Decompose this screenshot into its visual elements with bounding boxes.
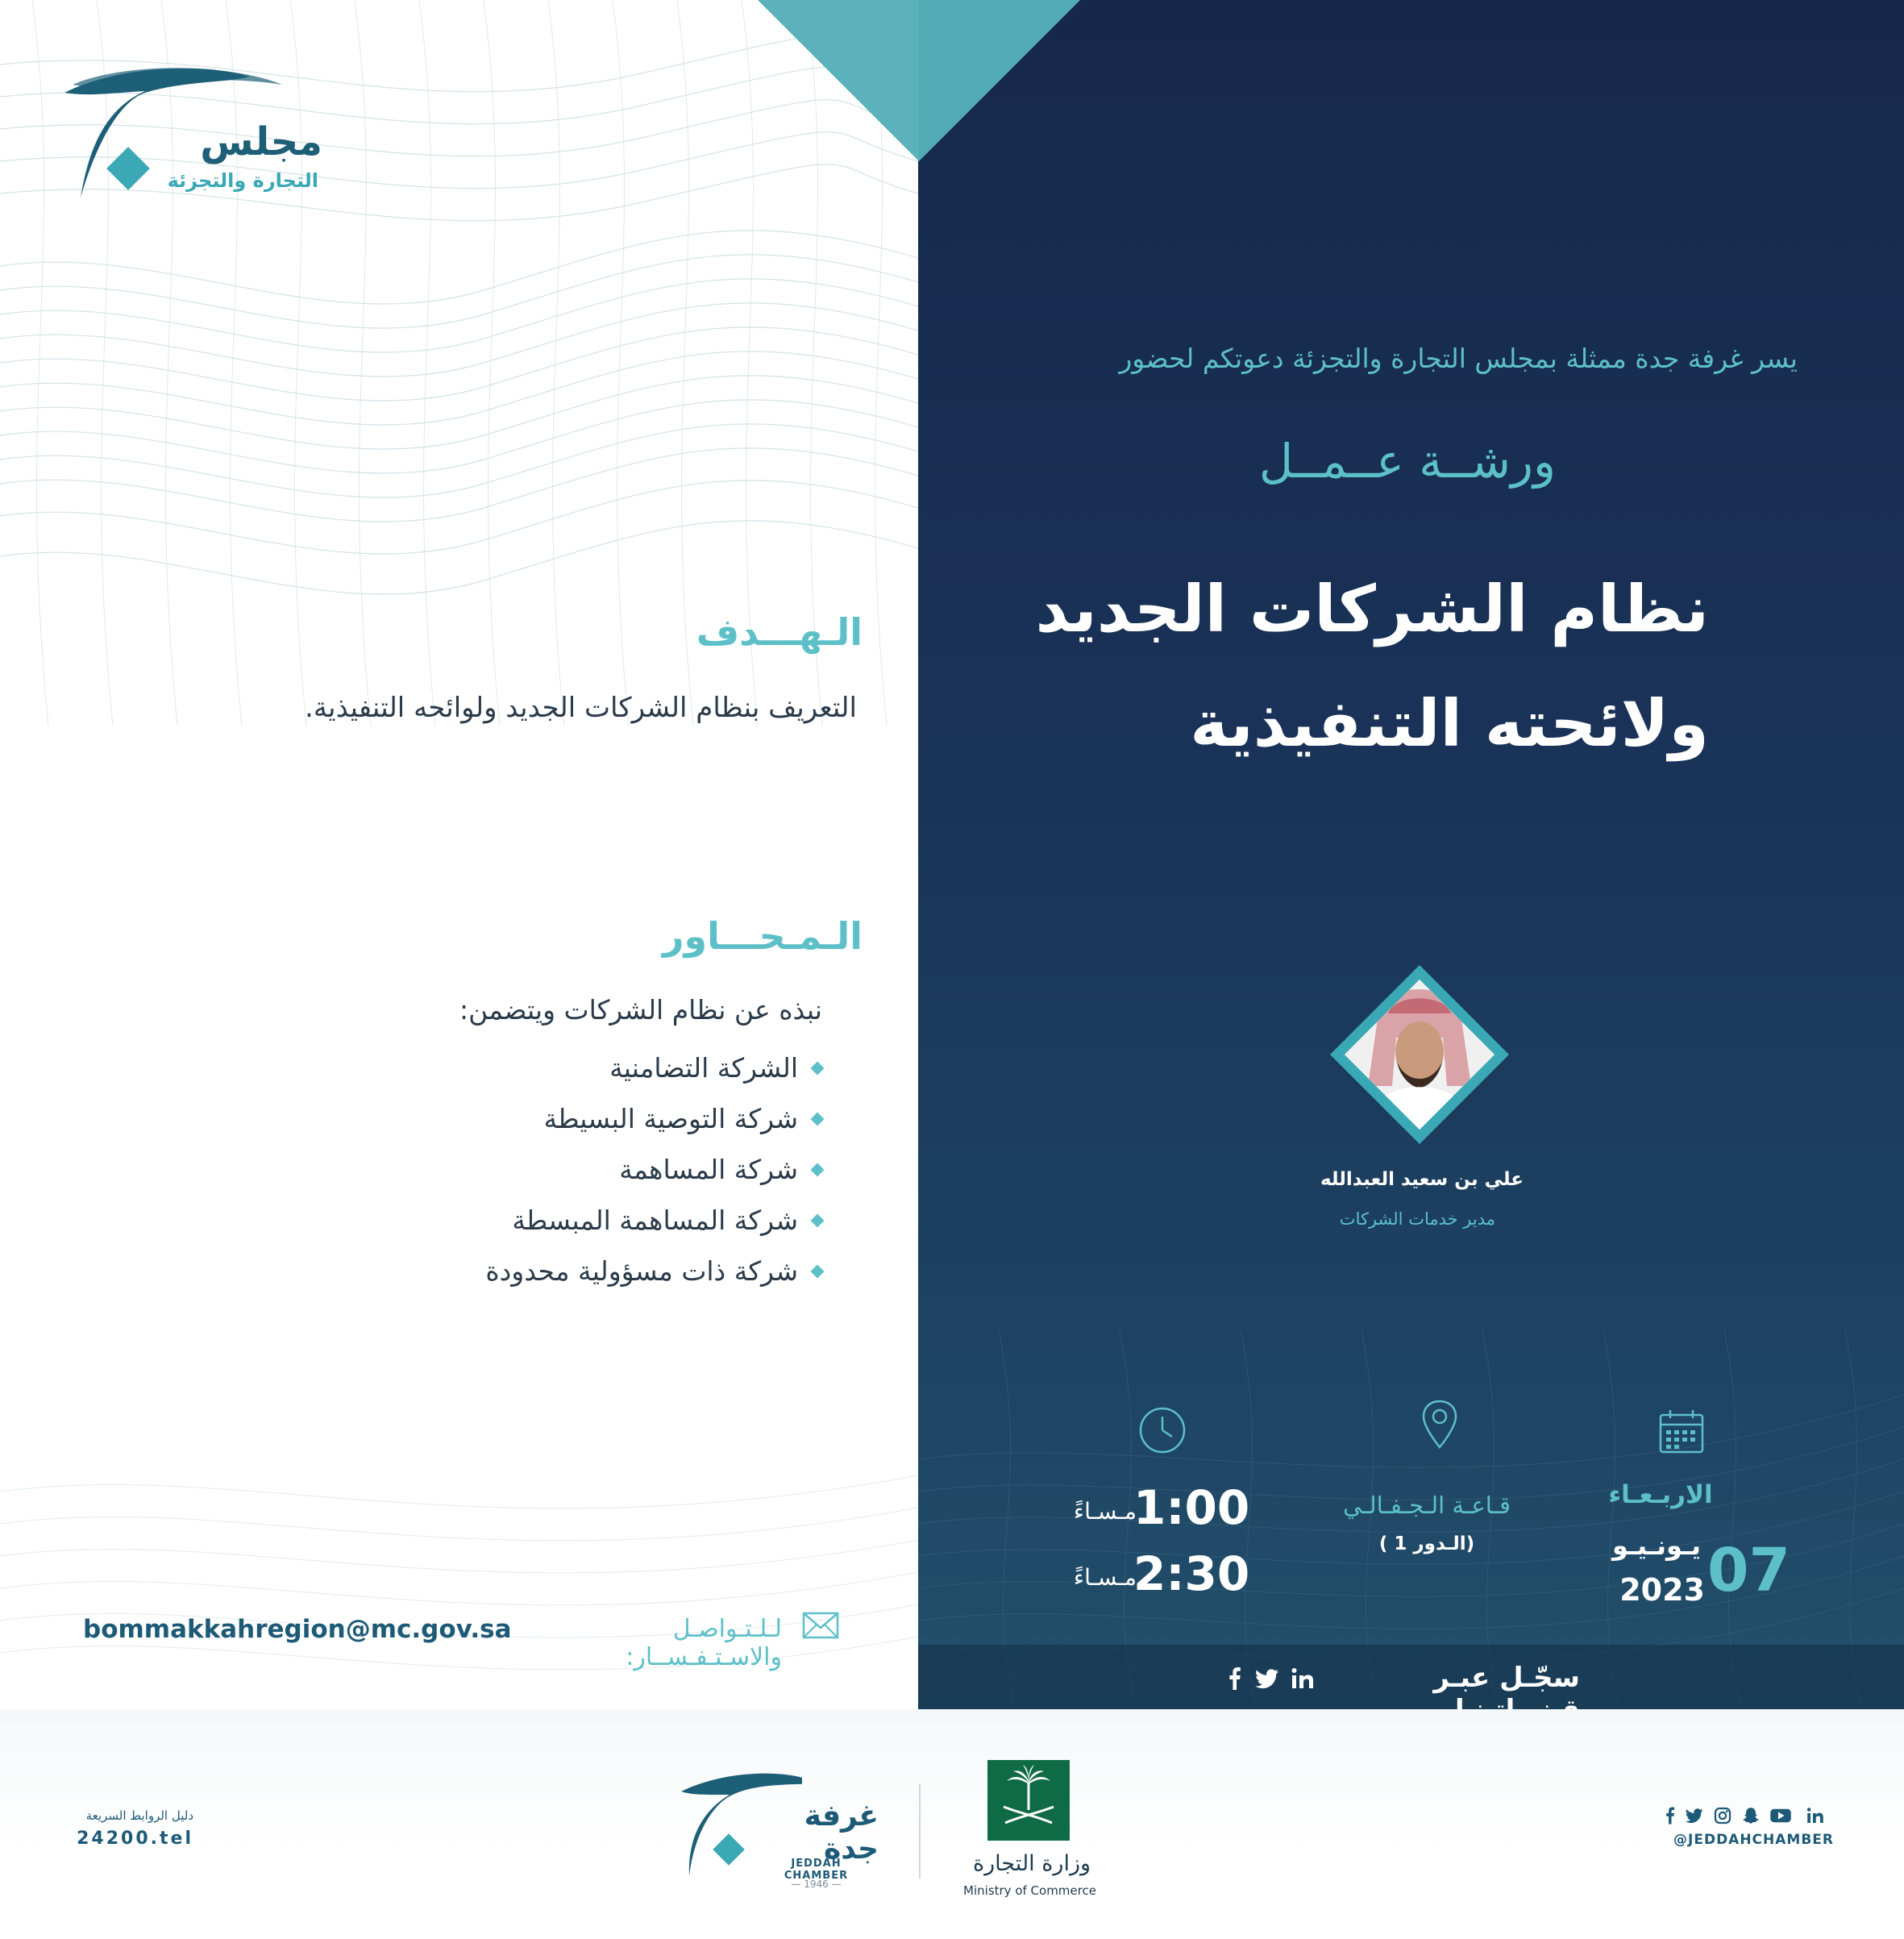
council-name: مجلس (200, 119, 322, 164)
diamond-bullet-icon (811, 1213, 825, 1227)
location-pin-icon (1414, 1399, 1465, 1450)
twitter-icon[interactable] (1685, 1806, 1704, 1825)
top-triangle-decor (758, 0, 1080, 161)
axis-item-text: شركة المساهمة (619, 1154, 798, 1185)
contact-label: لـلـتـواصـل والاسـتـفـســار: (626, 1615, 782, 1671)
quick-links-label: دليل الروابط السريعة (85, 1808, 193, 1823)
contact-email-link[interactable]: bommakkahregion@mc.gov.sa (83, 1615, 512, 1644)
list-item (435, 1093, 822, 1144)
workshop-label: ورشــة عــمــل (1258, 434, 1556, 489)
calendar-icon (1656, 1407, 1707, 1458)
speaker-name: علي بن سعيد العبدالله (1320, 1169, 1524, 1190)
event-start-pm: مـسـاءً (1073, 1498, 1137, 1525)
list-item (435, 1144, 822, 1195)
axes-intro: نبذه عن نظام الشركات ويتضمن: (459, 994, 822, 1026)
list-item (435, 1195, 822, 1246)
council-subtitle: التجارة والتجزئة (167, 169, 318, 192)
social-handle[interactable]: @JEDDAHCHAMBER (1673, 1832, 1834, 1848)
linkedin-icon[interactable] (1806, 1806, 1825, 1825)
list-item (435, 1042, 822, 1093)
axis-item-text: الشركة التضامنية (609, 1052, 798, 1084)
speaker-avatar (1330, 965, 1509, 1144)
workshop-title (967, 552, 1709, 781)
event-floor: (الـدور 1 ) (1378, 1533, 1475, 1554)
instagram-icon[interactable] (1713, 1806, 1732, 1825)
jeddah-chamber-name-ar: غرفة جدة (804, 1800, 879, 1866)
diamond-bullet-icon (811, 1112, 825, 1126)
event-end-time: 2:30 (1133, 1546, 1250, 1601)
diamond-bullet-icon (811, 1163, 825, 1176)
footer-background (0, 1709, 1904, 1939)
goal-text: التعريف بنظام الشركات الجديد ولوائحه التنفيذية. (305, 692, 857, 724)
ministry-name-ar: وزارة التجارة (972, 1851, 1091, 1876)
ministry-name-en: Ministry of Commerce (963, 1883, 1096, 1898)
event-day-number: 07 (1707, 1536, 1790, 1605)
axes-heading: الـمـحـــاور (663, 914, 863, 958)
speaker-photo (1330, 965, 1509, 1144)
linkedin-icon[interactable] (1290, 1666, 1316, 1691)
facebook-icon[interactable] (1222, 1666, 1248, 1691)
snapchat-icon[interactable] (1741, 1806, 1761, 1825)
diamond-bullet-icon (811, 1061, 825, 1075)
goal-heading: الـهـــدف (696, 610, 863, 654)
footer-divider (919, 1783, 921, 1879)
invitation-intro: يسر غرفة جدة ممثلة بمجلس التجارة والتجزئة دعوتكم لحضور (1119, 343, 1798, 374)
title-line-2: ولائحته التنفيذية (1190, 686, 1709, 761)
list-item (435, 1246, 822, 1296)
title-line-1: نظام الشركات الجديد (1035, 572, 1709, 647)
jeddah-chamber-name-en: JEDDAH CHAMBER (784, 1858, 849, 1882)
event-day-name: الاربـعـاء (1608, 1480, 1713, 1509)
axis-item-text: شركة ذات مسؤولية محدودة (485, 1255, 798, 1287)
facebook-icon[interactable] (1661, 1806, 1680, 1825)
event-end-pm: مـسـاءً (1073, 1564, 1137, 1591)
register-text: سجّـل عبـر (1433, 1662, 1580, 1694)
mail-icon (801, 1610, 840, 1642)
palm-swords-emblem-icon (987, 1760, 1070, 1841)
youtube-icon[interactable] (1769, 1806, 1793, 1825)
event-venue: قـاعـة الـجـفـالـي (1343, 1492, 1511, 1519)
event-year: 2023 (1619, 1572, 1705, 1608)
clock-icon (1137, 1404, 1188, 1456)
right-panel (918, 0, 1904, 1709)
quick-links-tel[interactable]: 24200.tel (77, 1829, 193, 1849)
axes-list (435, 1042, 822, 1296)
axis-item-text: شركة المساهمة المبسطة (512, 1205, 798, 1236)
left-panel (0, 0, 918, 1709)
event-month: يـونـيـو (1611, 1530, 1701, 1561)
jeddah-chamber-year: — 1946 — (791, 1879, 842, 1890)
axis-item-text: شركة التوصية البسيطة (543, 1103, 798, 1134)
diamond-bullet-icon (811, 1264, 825, 1278)
speaker-role: مدير خدمات الشركات (1339, 1209, 1495, 1229)
twitter-icon[interactable] (1254, 1666, 1280, 1691)
event-start-time: 1:00 (1133, 1480, 1250, 1535)
